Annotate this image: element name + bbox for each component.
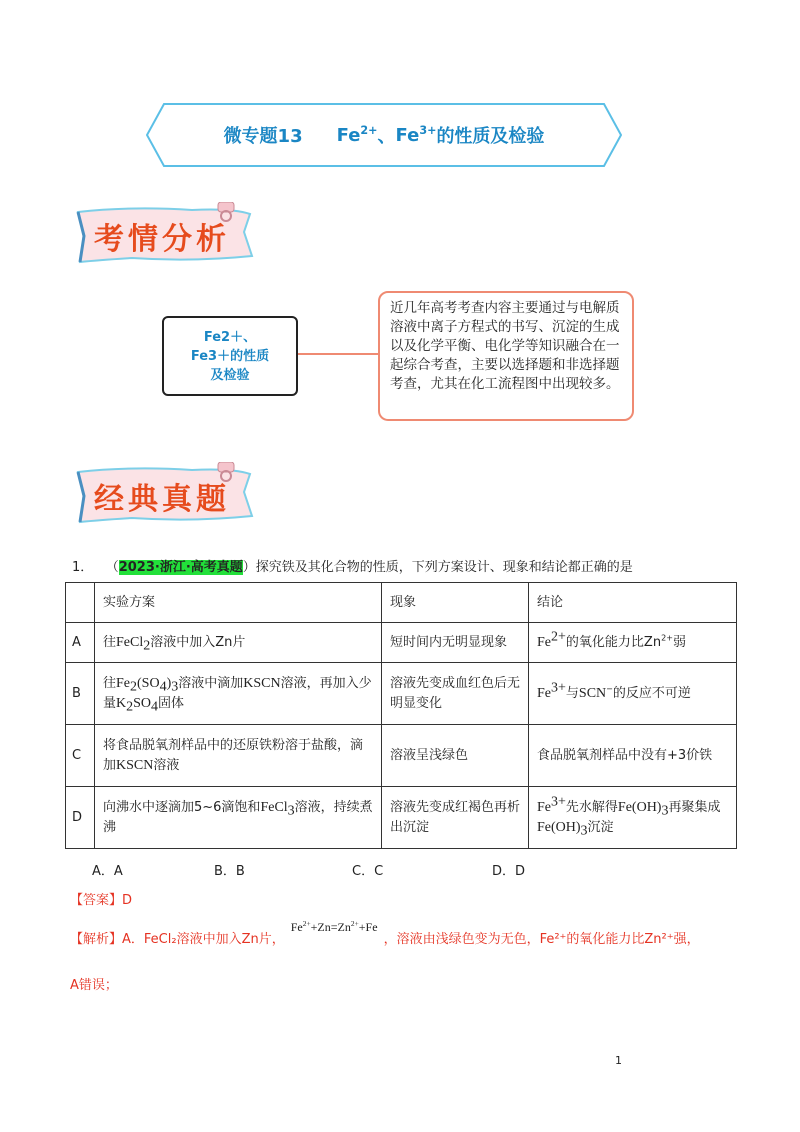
row-plan: 将食品脱氧剂样品中的还原铁粉溶于盐酸，滴加KSCN溶液 xyxy=(95,725,382,787)
answer-label: 【答案】 xyxy=(70,893,123,908)
question-text: 探究铁及其化合物的性质，下列方案设计、现象和结论都正确的是 xyxy=(255,560,633,575)
table-header-row xyxy=(66,583,737,623)
topic-line: Fe2＋、 xyxy=(203,329,257,345)
table-row xyxy=(66,623,737,663)
row-id: B xyxy=(66,663,95,725)
analysis-line xyxy=(70,919,700,947)
row-plan: 往FeCl$_2$溶液中加入Zn片 xyxy=(95,623,382,663)
row-observation: 短时间内无明显现象 xyxy=(382,623,529,663)
row-plan: 向沸水中逐滴加5~6滴饱和FeCl$_3$溶液，持续煮沸 xyxy=(95,787,382,849)
section-title: 经典真题 xyxy=(94,482,230,517)
row-conclusion: $Fe^{3+}$与SCN−的反应不可逆 xyxy=(529,663,737,725)
analysis-text: A．FeCl₂溶液中加入Zn片， xyxy=(122,932,285,947)
topic-line: Fe3＋的性质 xyxy=(190,348,270,364)
analysis-text: ，溶液由浅绿色变为无色，Fe²⁺的氧化能力比Zn²⁺强， xyxy=(383,932,700,947)
row-observation: 溶液先变成红褐色再析出沉淀 xyxy=(382,787,529,849)
option-c[interactable]: C．C xyxy=(352,864,384,879)
table-row xyxy=(66,725,737,787)
question-table xyxy=(65,582,737,849)
table-header: 结论 xyxy=(529,583,737,623)
row-id: A xyxy=(66,623,95,663)
analysis-conclusion: A错误； xyxy=(70,978,118,993)
table-row xyxy=(66,787,737,849)
row-id: C xyxy=(66,725,95,787)
topic-node xyxy=(162,316,298,396)
row-plan: 往$Fe_2(SO_4)_3$溶液中滴加KSCN溶液，再加入少量$K_2SO_4$固体 xyxy=(95,663,382,725)
topic-line: 及检验 xyxy=(210,367,250,383)
row-observation: 溶液呈浅绿色 xyxy=(382,725,529,787)
row-conclusion: 食品脱氧剂样品中没有+3价铁 xyxy=(529,725,737,787)
table-row xyxy=(66,663,737,725)
analysis-note-box xyxy=(378,291,634,421)
table-header: 现象 xyxy=(382,583,529,623)
answer-value: D xyxy=(122,893,133,908)
reaction-equation: $Fe^{2+}+Zn=Zn^{2+}+Fe$ xyxy=(290,919,378,934)
analysis-note-text: 近几年高考考查内容主要通过与电解质溶液中离子方程式的书写、沉淀的生成以及化学平衡、电化学等知识融合在一起综合考查，主要以选择题和非选择题考查，尤其在化工流程图中出现较多。 xyxy=(390,300,620,392)
section-banner-classic-questions xyxy=(72,462,257,528)
question-source: 2023·浙江·高考真题 xyxy=(118,560,243,575)
page-title xyxy=(146,103,622,167)
row-conclusion: $Fe^{2+}$的氧化能力比$Zn^{2+}$弱 xyxy=(529,623,737,663)
title-ion1: $Fe^{2+}$ xyxy=(336,123,378,146)
option-a[interactable]: A．A xyxy=(92,864,123,879)
row-observation: 溶液先变成血红色后无明显变化 xyxy=(382,663,529,725)
row-id: D xyxy=(66,787,95,849)
page-number: 1 xyxy=(615,1054,622,1067)
title-ion2: $Fe^{3+}$ xyxy=(395,123,437,146)
answer-line xyxy=(70,889,132,908)
mindmap-connector xyxy=(298,353,380,355)
title-banner xyxy=(146,103,622,167)
title-sep: 、 xyxy=(377,126,396,147)
section-title: 考情分析 xyxy=(94,222,230,257)
option-b[interactable]: B．B xyxy=(214,864,245,879)
title-suffix: 的性质及检验 xyxy=(436,126,545,147)
section-banner-exam-analysis xyxy=(72,202,257,268)
option-d[interactable]: D．D xyxy=(492,864,526,879)
row-conclusion: $Fe^{3+}$先水解得$Fe(OH)_3$再聚集成 $Fe(OH)_3$沉淀 xyxy=(529,787,737,849)
table-header: 实验方案 xyxy=(95,583,382,623)
question-number: 1． xyxy=(72,560,94,575)
question-stem: 1． （2023·浙江·高考真题）探究铁及其化合物的性质，下列方案设计、现象和结论都正确的是 xyxy=(72,560,633,575)
title-prefix: 微专题13 xyxy=(223,126,303,147)
analysis-label: 【解析】 xyxy=(70,932,123,947)
